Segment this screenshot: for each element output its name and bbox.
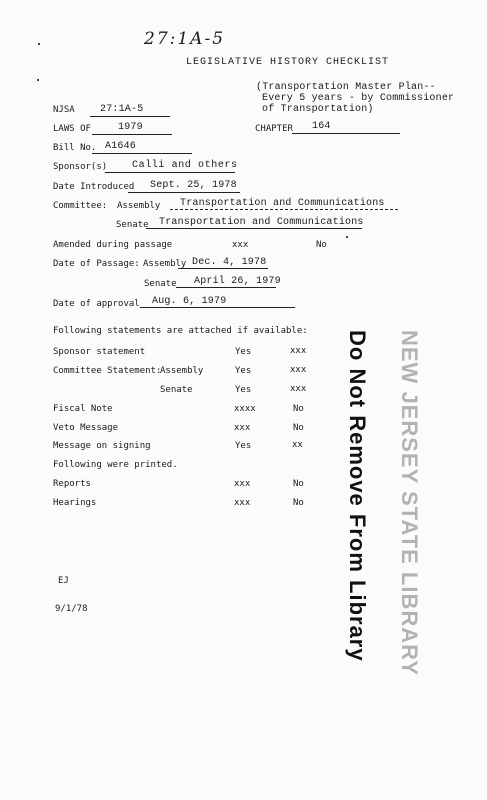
bill-no-underline xyxy=(92,153,192,154)
statement-no: xx xyxy=(292,440,303,450)
date-footer: 9/1/78 xyxy=(55,604,88,614)
printed-no: No xyxy=(293,498,304,508)
date-of-approval-label: Date of approval xyxy=(53,299,140,309)
statement-label: Veto Message xyxy=(53,423,119,433)
committee-senate-underline xyxy=(146,228,362,229)
statement-sub-label: Assembly xyxy=(160,366,204,376)
chapter-underline xyxy=(292,133,400,134)
committee-assembly-value: Transportation and Communications xyxy=(180,198,385,209)
njsa-value: 27:1A-5 xyxy=(100,104,144,115)
date-introduced-value: Sept. 25, 1978 xyxy=(150,180,237,191)
statement-yes: Yes xyxy=(235,385,252,395)
laws-of-value: 1979 xyxy=(118,122,143,133)
bill-no-value: A1646 xyxy=(105,141,137,152)
statement-sub-label: Senate xyxy=(160,385,193,395)
statement-no: xxx xyxy=(290,384,307,394)
stamp-line-1: Do Not Remove From Library xyxy=(345,330,370,662)
statement-yes: xxx xyxy=(234,423,251,433)
passage-assembly-value: Dec. 4, 1978 xyxy=(192,257,267,268)
njsa-label: NJSA xyxy=(53,105,75,115)
committee-assembly-underline xyxy=(170,209,398,210)
amended-no: No xyxy=(316,240,327,250)
statement-label: Message on signing xyxy=(53,441,151,451)
library-stamp xyxy=(345,318,447,676)
laws-of-label: LAWS OF xyxy=(53,124,91,134)
scan-speck xyxy=(37,79,39,81)
bill-no-label: Bill No. xyxy=(53,143,97,153)
note-line-3: of Transportation) xyxy=(262,104,374,115)
date-introduced-underline xyxy=(128,192,240,193)
passage-assembly-label: Assembly xyxy=(143,259,187,269)
statement-label: Fiscal Note xyxy=(53,404,113,414)
sponsor-underline xyxy=(105,172,235,173)
sponsor-label: Sponsor(s) xyxy=(53,162,108,172)
note-line-1: (Transportation Master Plan-- xyxy=(256,82,436,93)
statement-label: Committee Statement: xyxy=(53,366,162,376)
committee-senate-value: Transportation and Communications xyxy=(159,217,364,228)
committee-label: Committee: xyxy=(53,201,108,211)
note-line-2: Every 5 years - by Commissioner xyxy=(262,93,455,104)
date-of-passage-label: Date of Passage: xyxy=(53,259,140,269)
statement-no: No xyxy=(293,404,304,414)
statement-yes: Yes xyxy=(235,441,252,451)
scan-speck xyxy=(346,236,348,238)
printed-label: Hearings xyxy=(53,498,97,508)
printed-label: Reports xyxy=(53,479,91,489)
laws-of-underline xyxy=(92,134,172,135)
date-of-approval-underline xyxy=(140,307,295,308)
amended-yes: xxx xyxy=(232,240,249,250)
printed-yes: xxx xyxy=(234,479,251,489)
njsa-underline xyxy=(90,116,170,117)
passage-senate-value: April 26, 1979 xyxy=(194,276,281,287)
following-attached-heading: Following statements are attached if available: xyxy=(53,326,308,336)
statement-label: Sponsor statement xyxy=(53,347,146,357)
passage-senate-label: Senate xyxy=(144,279,177,289)
statement-yes: Yes xyxy=(235,366,252,376)
initials: EJ xyxy=(58,576,69,586)
stamp-line-2: NEW JERSEY STATE LIBRARY xyxy=(397,330,422,676)
page-title: LEGISLATIVE HISTORY CHECKLIST xyxy=(186,57,390,68)
printed-yes: xxx xyxy=(234,498,251,508)
following-printed-heading: Following were printed. xyxy=(53,460,178,470)
handwritten-statute-number: 27:1A-5 xyxy=(144,29,226,49)
chapter-value: 164 xyxy=(312,121,331,132)
statement-yes: Yes xyxy=(235,347,252,357)
statement-no: xxx xyxy=(290,346,307,356)
statement-no: xxx xyxy=(290,365,307,375)
amended-label: Amended during passage xyxy=(53,240,173,250)
passage-assembly-underline xyxy=(178,268,268,269)
chapter-label: CHAPTER xyxy=(255,124,293,134)
printed-no: No xyxy=(293,479,304,489)
committee-assembly-label: Assembly xyxy=(117,201,161,211)
passage-senate-underline xyxy=(176,287,276,288)
statement-yes: xxxx xyxy=(234,404,256,414)
scan-speck xyxy=(38,43,40,45)
statement-no: No xyxy=(293,423,304,433)
sponsor-value: Calli and others xyxy=(132,160,238,171)
date-introduced-label: Date Introduced xyxy=(53,182,135,192)
committee-senate-label: Senate xyxy=(116,220,149,230)
date-of-approval-value: Aug. 6, 1979 xyxy=(152,296,227,307)
